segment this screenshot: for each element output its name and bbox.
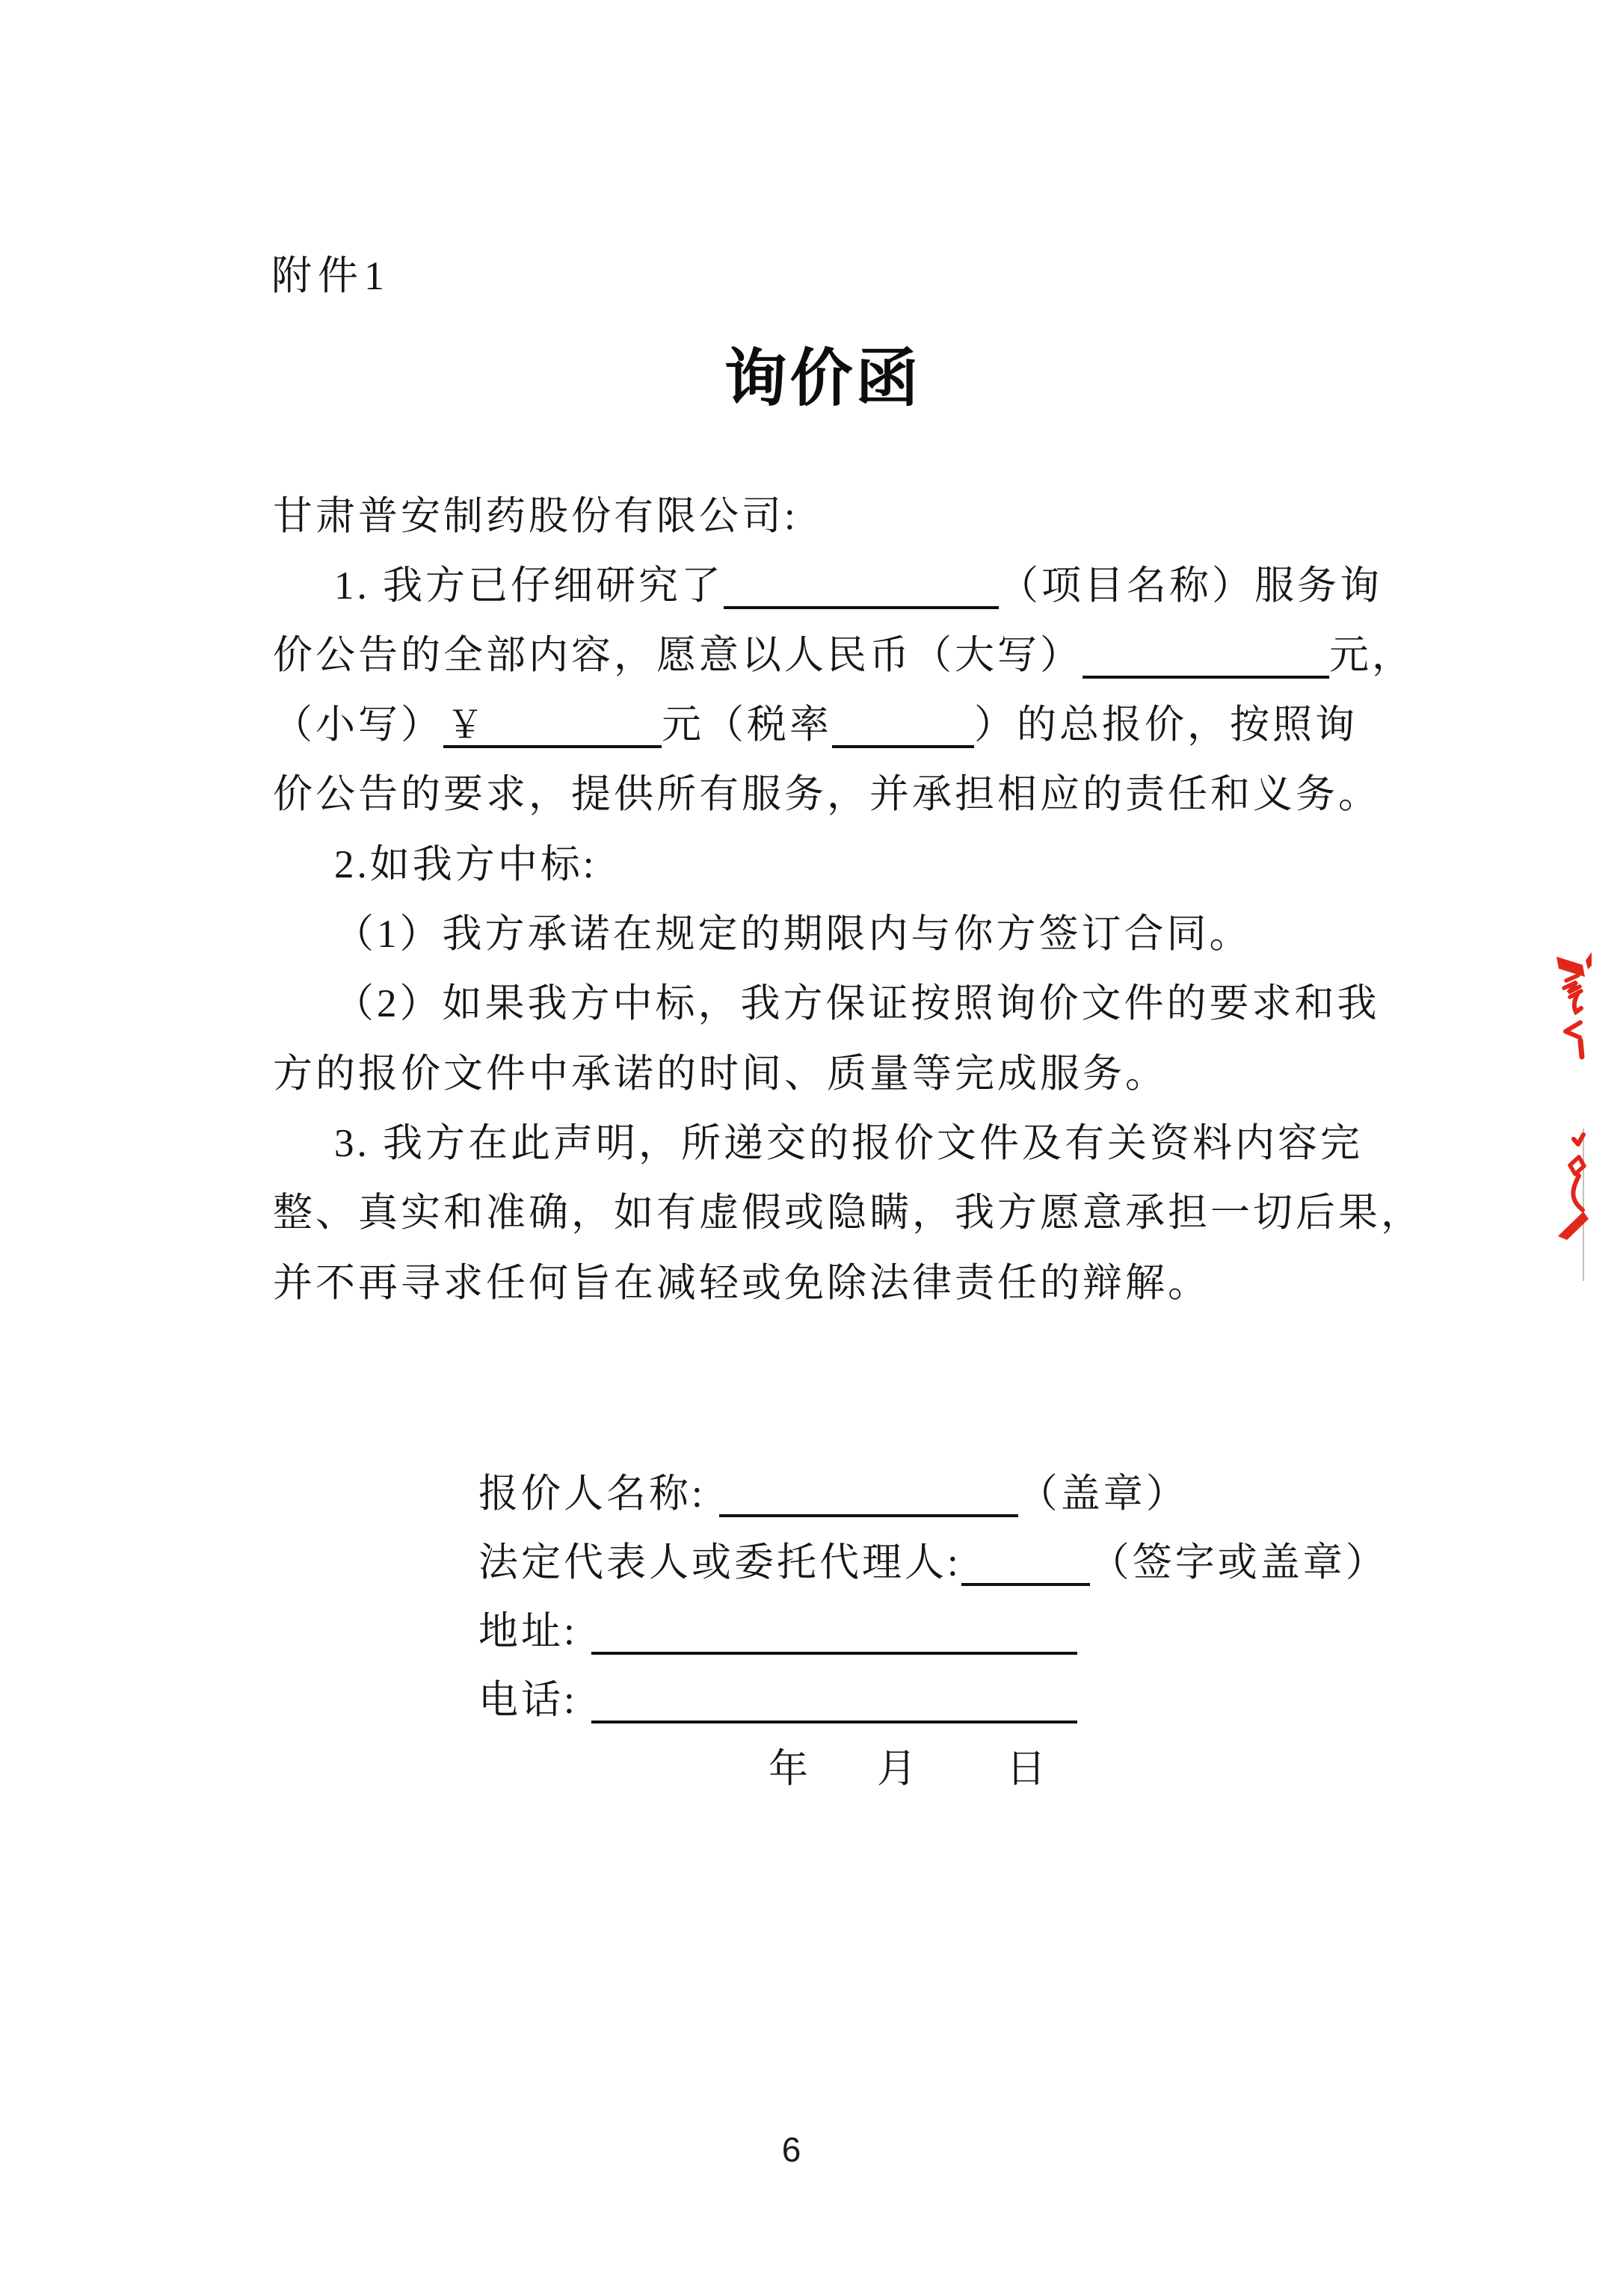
project-name-blank: [724, 563, 999, 609]
para1-line1-text-after: （项目名称）服务询: [999, 564, 1382, 608]
para1-line3-prefix: （小写）: [273, 703, 443, 747]
para2-item2-line2: 方的报价文件中承诺的时间、质量等完成服务。: [273, 1052, 1168, 1096]
agent-label: 法定代表人或委托代理人:: [478, 1541, 961, 1584]
bidder-name-blank: [719, 1471, 1018, 1517]
para1-line1-text-before: 1. 我方已仔细研究了: [334, 564, 724, 608]
date-year-label: 年: [769, 1747, 811, 1791]
para1-line2: [273, 629, 1414, 682]
phone-row: [478, 1674, 1077, 1726]
page-number: 6: [781, 2130, 801, 2169]
date-day-label: 日: [1006, 1747, 1049, 1791]
bidder-name-label: 报价人名称:: [478, 1472, 706, 1516]
phone-label: 电话:: [478, 1679, 578, 1722]
salutation: 甘肃普安制药股份有限公司:: [273, 495, 798, 538]
para1-line3-mid: 元（税率: [662, 703, 832, 747]
address-label: 地址:: [478, 1610, 578, 1653]
para1-line2-text-after: 元，: [1329, 634, 1414, 677]
agent-row: [478, 1537, 1388, 1589]
attachment-label: 附件1: [271, 253, 390, 298]
bidder-seal-note: （盖章）: [1017, 1472, 1189, 1516]
red-stamp-mark-lower: [1556, 1126, 1591, 1283]
date-month-label: 月: [877, 1747, 920, 1791]
para3-line2: 整、真实和准确，如有虚假或隐瞒，我方愿意承担一切后果，: [273, 1191, 1423, 1235]
para2-item1: （1）我方承诺在规定的期限内与你方签订合同。: [334, 913, 1252, 956]
agent-signature-blank: [961, 1540, 1090, 1586]
address-blank: [591, 1608, 1077, 1655]
para2-heading: 2.如我方中标:: [334, 843, 597, 886]
para1-line1: [334, 560, 1382, 612]
phone-blank: [591, 1677, 1077, 1723]
address-row: [478, 1605, 1077, 1658]
amount-uppercase-blank: [1082, 632, 1329, 679]
para1-line4: 价公告的要求，提供所有服务，并承担相应的责任和义务。: [273, 773, 1381, 816]
bidder-name-row: [478, 1468, 1189, 1520]
para1-line3-after: ）的总报价，按照询: [974, 703, 1358, 747]
para2-item2-line1: （2）如果我方中标，我方保证按照询价文件的要求和我: [334, 982, 1380, 1025]
date-line: [769, 1743, 1049, 1795]
para3-line1: 3. 我方在此声明，所递交的报价文件及有关资料内容完: [334, 1122, 1363, 1165]
red-stamp-mark-upper: [1555, 948, 1592, 1061]
amount-lowercase-blank: [443, 702, 662, 748]
para1-line2-text-before: 价公告的全部内容，愿意以人民币（大写）: [273, 634, 1082, 677]
para3-line3: 并不再寻求任何旨在减轻或免除法律责任的辩解。: [273, 1262, 1210, 1305]
page-title: 询价函: [724, 345, 922, 414]
agent-seal-note: （签字或盖章）: [1089, 1541, 1388, 1584]
para1-line3: [273, 699, 1358, 751]
currency-symbol: ￥: [446, 704, 484, 746]
tax-rate-blank: [832, 702, 974, 748]
